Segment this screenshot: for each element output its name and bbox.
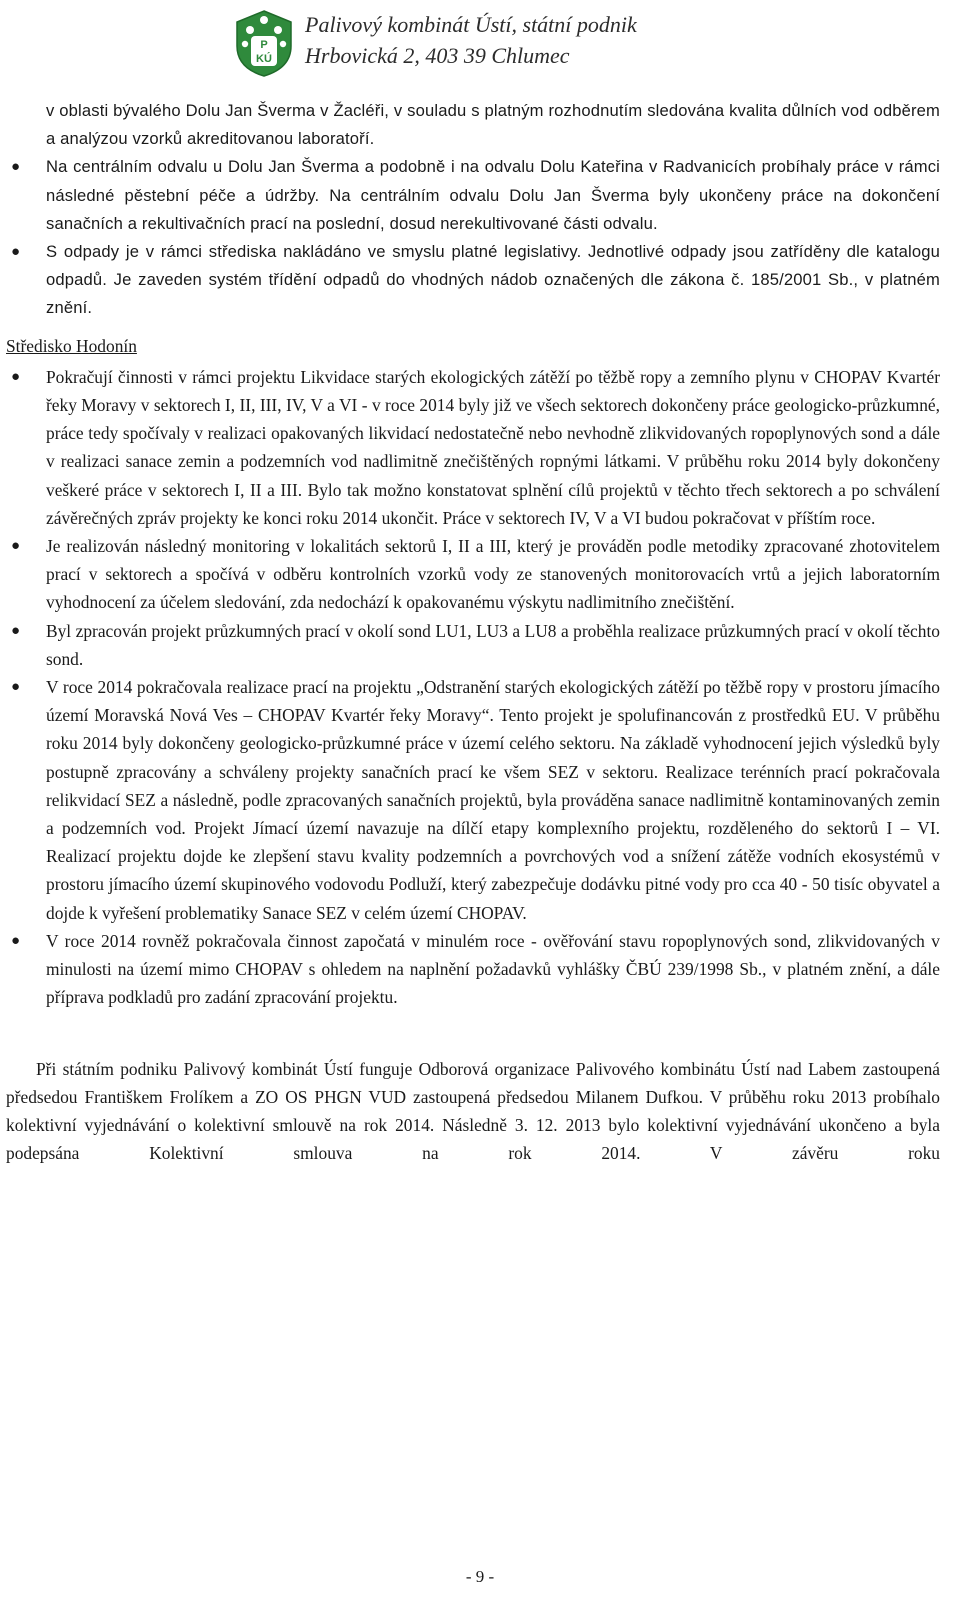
header-text: [305, 9, 637, 71]
list-item-likvidace: [6, 363, 940, 532]
company-name: Palivový kombinát Ústí, státní podnik: [305, 12, 637, 37]
section-title-hodonin: Středisko Hodonín: [6, 335, 137, 356]
list-item-pruzkum: [6, 617, 940, 673]
bullet-icon: ●: [11, 368, 21, 385]
list-item-odpady: [6, 238, 940, 323]
bullet-icon: ●: [11, 243, 21, 261]
company-logo-icon: [233, 8, 295, 78]
bullet-icon: ●: [11, 622, 21, 639]
closing-paragraph: Při státním podniku Palivový kombinát Ústí funguje Odborová organizace Palivového kombinátu Ústí nad Labem zastoupená předsedou Františkem Frolíkem a ZO OS PHGN VUD zastoupená předsedou Milanem Dufkou. V průběhu roku 2013 probíhalo kolektivní vyjednávání o kolektivní smlouvě na rok 2014. Následně 3. 12. 2013 bylo kolektivní vyjednávání ukončeno a byla podepsána Kolektivní smlouva na rok 2014. V závěru roku: [6, 1058, 940, 1164]
bullet-icon: ●: [11, 932, 21, 949]
intro-continuation: v oblasti bývalého Dolu Jan Šverma v Žacléři, v souladu s platným rozhodnutím sledována kvalita důlních vod odběrem a analýzou vzorků akreditovanou laboratoří.: [46, 101, 940, 149]
list-item-text: V roce 2014 rovněž pokračovala činnost započatá v minulém roce - ověřování stavu ropoplynových sond, zlikvidovaných v minulosti na území mimo CHOPAV s ohledem na naplnění požadavků vyhlášky ČBÚ 239/1998 Sb., v platném znění, a dále příprava podkladů pro zadání zpracování projektu.: [46, 930, 940, 1008]
list-item-text: V roce 2014 pokračovala realizace prací na projektu „Odstranění starých ekologických zátěží po těžbě ropy v prostoru jímacího území Moravská Nová Ves – CHOPAV Kvartér řeky Moravy“. Tento projekt je spolufinancován z prostředků EU. V průběhu roku 2014 byly dokončeny geologicko-průzkumné práce v území celého sektoru. Na základě vyhodnocení jejich výsledků byly postupně zpracovány a schváleny projekty sanačních prací ke všem SEZ v sektoru. Realizace terénních prací pokračovala relikvidací SEZ a následně, podle zpracovaných sanačních projektů, byla prováděna sanace nadlimitně kontaminovaných zemin a podzemních vod. Projekt Jímací území navazuje na dílčí etapy komplexního projektu, rozděleného do sektorů I – VI. Realizací projektu dojde ke zlepšení stavu kvality podzemních a povrchových vod a snížení zátěže vodních ekosystémů v prostoru jímacího území skupinového vodovodu Podluží, který zabezpečuje dodávku pitné vody pro cca 40 - 50 tisíc obyvatel a dojde k vyřešení problematiky Sanace SEZ v celém území CHOPAV.: [46, 677, 940, 923]
page-header: [0, 0, 960, 80]
bullet-icon: ●: [11, 538, 21, 555]
list-item-text: S odpady je v rámci střediska nakládáno ve smyslu platné legislativy. Jednotlivé odpady jsou zatříděny dle katalogu odpadů. Je zaveden systém třídění odpadů do vhodných nádob označených dle zákona č. 185/2001 Sb., v platném znění.: [46, 242, 940, 318]
list-item-overovani-sond: [6, 927, 940, 1012]
list-item-jimaci-uzemi: [6, 673, 940, 927]
svg-text:P: P: [260, 39, 268, 51]
list-item-monitoring: [6, 532, 940, 617]
list-item-text: Pokračují činnosti v rámci projektu Likvidace starých ekologických zátěží po těžbě ropy a zemního plynu v CHOPAV Kvartér řeky Moravy v sektorech I, II, III, IV, V a VI - v roce 2014 byly již ve všech sektorech dokončeny práce geologicko-průzkumné, práce tedy spočívaly v realizaci opakovaných likvidací nedostatečně nebo nevhodně zlikvidovaných ropoplynových sond a dále v realizaci sanace zemin a podzemních vod nadlimitně znečištěných ropnými látkami. V průběhu roku 2014 byly dokončeny veškeré práce v sektorech I, II a III. Bylo tak možno konstatovat splnění cílů projektů v těchto třech sektorech a po schválení závěrečných zpráv projekty ke konci roku 2014 ukončit. Práce v sektorech IV, V a VI budou pokračovat v příštím roce.: [46, 366, 940, 528]
document-body: [6, 97, 940, 1167]
list-item-text: Byl zpracován projekt průzkumných prací v okolí sond LU1, LU3 a LU8 a proběhla realizace průzkumných prací v okolí těchto sond.: [46, 620, 940, 669]
bullet-icon: ●: [11, 158, 21, 176]
list-item-text: Je realizován následný monitoring v lokalitách sektorů I, II a III, který je prováděn podle metodiky zpracované zhotovitelem prací v sektorech a spočívá v odběru kontrolních vzorků vody ze stanovených monitorovacích vrtů a jejich laboratorním vyhodnocení za účelem sledování, zda nedochází k opakovanému výskytu nadlimitního znečištění.: [46, 536, 940, 613]
bullet-icon: ●: [11, 679, 21, 696]
page-number: - 9 -: [465, 1567, 495, 1586]
company-address: Hrbovická 2, 403 39 Chlumec: [305, 43, 570, 68]
svg-text:KÚ: KÚ: [256, 53, 272, 65]
list-item-text: Na centrálním odvalu u Dolu Jan Šverma a podobně i na odvalu Dolu Kateřina v Radvanicích probíhaly práce v rámci následné pěstební péče a údržby. Na centrálním odvalu Dolu Jan Šverma byly ukončeny práce na dokončení sanačních a rekultivačních prací na poslední, dosud nerekultivované části odvalu.: [46, 157, 940, 233]
list-item-centralni-odval: [6, 153, 940, 238]
